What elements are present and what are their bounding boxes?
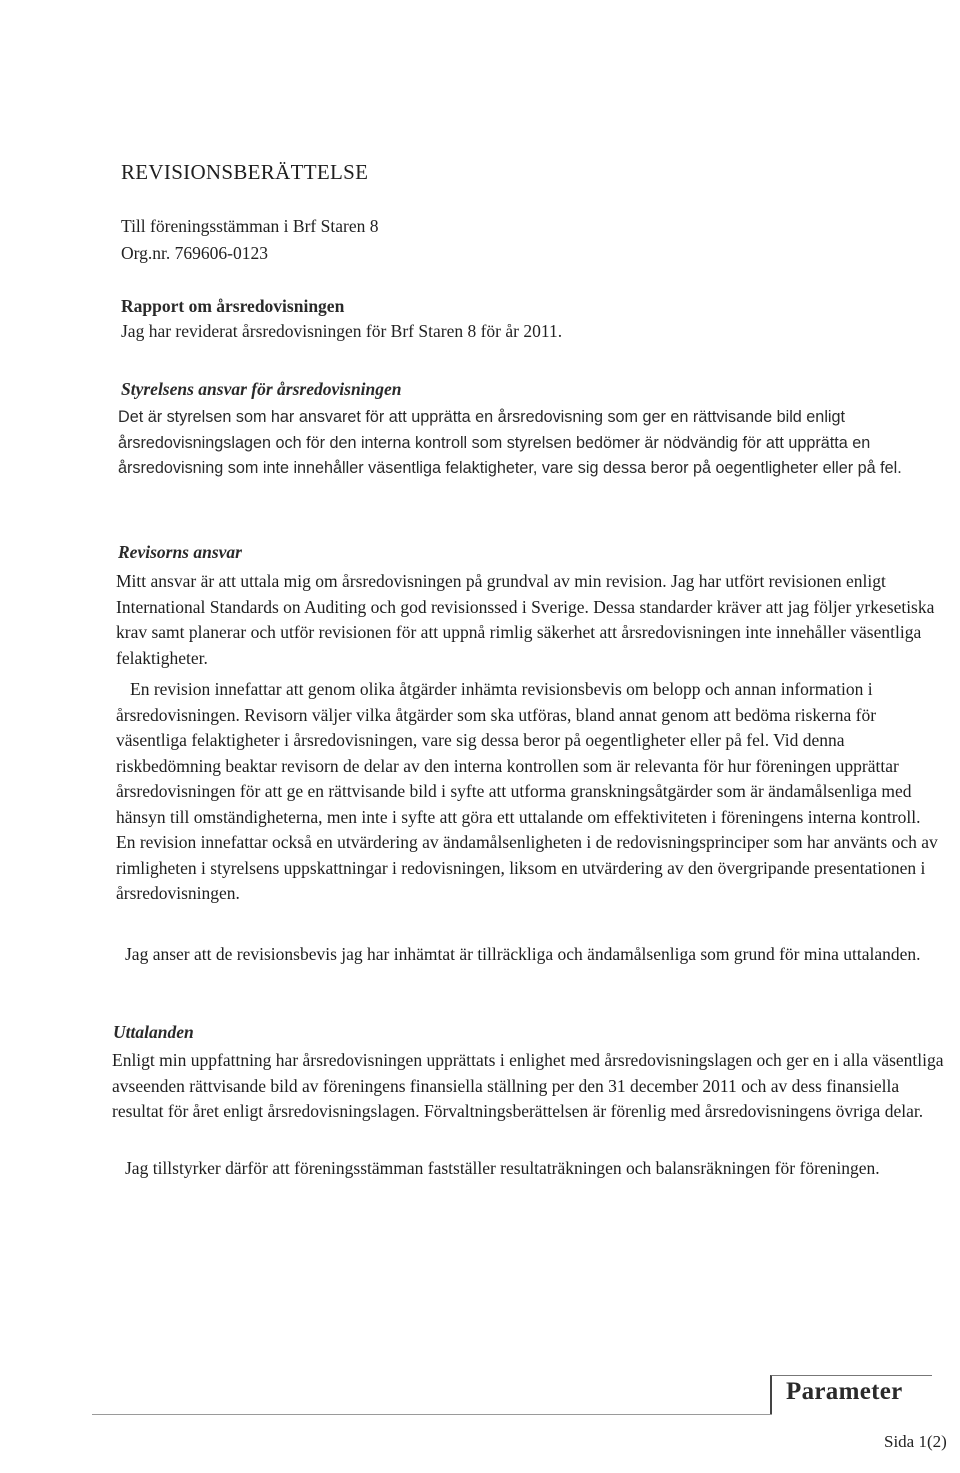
report-text: Jag har reviderat årsredovisningen för Brf Staren 8 för år 2011. [121, 321, 563, 341]
org-number: Org.nr. 769606-0123 [121, 243, 268, 263]
statements-paragraph-2 [112, 1156, 917, 1182]
auditor-responsibility-text-1: Mitt ansvar är att uttala mig om årsredovisningen på grundval av min revision. Jag har utfört revisionen enligt International Standards on Auditing och god revisionssed i Sverige. Dessa standarder kräver att jag följer yrkesetiska krav samt planerar och utför revisionen för att uppnå rimlig säkerhet att årsredovisningen inte innehåller väsentliga felaktigheter. [116, 571, 935, 668]
report-heading: Rapport om årsredovisningen [121, 296, 345, 316]
statements-paragraph-1 [112, 1048, 954, 1125]
board-responsibility-heading: Styrelsens ansvar för årsredovisningen [121, 379, 402, 399]
auditor-responsibility-paragraph-3 [112, 942, 957, 968]
auditor-responsibility-paragraph-1 [116, 569, 956, 671]
board-responsibility-text: Det är styrelsen som har ansvaret för att upprätta en årsredovisning som ger en rättvisande bild enligt årsredovisningslagen och för den interna kontroll som styrelsen bedömer är nödvändig för att upprätta en årsredovisning som inte innehåller väsentliga felaktigheter, vare sig dessa beror på oegentligheter eller på fel. [118, 408, 902, 477]
statements-text-2: Jag tillstyrker därför att föreningsstämman fastställer resultaträkningen och balansräkningen för föreningen. [125, 1158, 880, 1178]
recipient-line: Till föreningsstämman i Brf Staren 8 [121, 216, 379, 236]
document-title: REVISIONSBERÄTTELSE [121, 160, 369, 184]
statements-heading: Uttalanden [113, 1022, 194, 1042]
auditor-responsibility-heading: Revisorns ansvar [118, 542, 242, 562]
page-number: Sida 1(2) [884, 1432, 947, 1451]
auditor-responsibility-text-3: Jag anser att de revisionsbevis jag har inhämtat är tillräckliga och ändamålsenliga som grund för mina uttalanden. [125, 944, 921, 964]
parameter-logo: Parameter [786, 1378, 903, 1405]
auditor-responsibility-text-2: En revision innefattar att genom olika åtgärder inhämta revisionsbevis om belopp och annan information i årsredovisningen. Revisorn väljer vilka åtgärder som ska utföras, bland annat genom att bedöma riskerna för väsentliga felaktigheter i årsredovisningen, vare sig dessa beror på oegentligheter eller på fel. Vid denna riskbedömning beaktar revisorn de delar av den interna kontrollen som är relevanta för hur föreningen upprättar årsredovisningen för att ge en rättvisande bild i syfte att utforma granskningsåtgärder som är ändamålsenliga med hänsyn till omständigheterna, men inte i syfte att göra ett uttalande om effektiviteten i föreningens interna kontroll. En revision innefattar också en utvärdering av ändamålsenligheten i de redovisningsprinciper som har använts och av rimligheten i styrelsens uppskattningar i redovisningen, liksom en utvärdering av den övergripande presentationen i årsredovisningen. [116, 679, 938, 903]
statements-text-1: Enligt min uppfattning har årsredovisningen upprättats i enlighet med årsredovisningslagen och ger en i alla väsentliga avseenden rättvisande bild av föreningens finansiella ställning per den 31 december 2011 och av dess finansiella resultat för året enligt årsredovisningslagen. Förvaltningsberättelsen är förenlig med årsredovisningens övriga delar. [112, 1050, 944, 1121]
footer-divider [92, 1414, 772, 1415]
auditor-responsibility-paragraph-2 [116, 677, 944, 907]
board-responsibility-paragraph [118, 405, 943, 482]
